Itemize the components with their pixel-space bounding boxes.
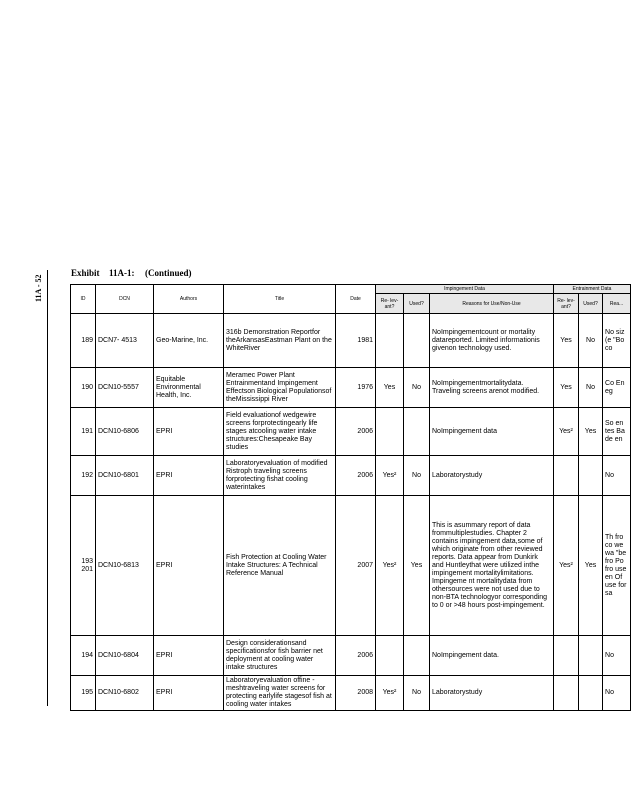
row-reasons: Laboratorystudy [430,456,554,496]
header-relevant-2: Re- lev-ant? [554,294,579,314]
header-id: ID [71,285,96,314]
row-used [404,408,430,456]
row-date: 2006 [336,636,376,676]
row-title: Design considerationsand specificationsfor fish barrier net deployment at cooling water intake structures [224,636,336,676]
row-relevant-2: Yes² [554,408,579,456]
row-reasons-2: No [603,676,631,711]
row-authors: EPRI [154,676,224,711]
row-authors: EPRI [154,496,224,636]
row-title: 316b Demonstration Reportfor theArkansasEastman Plant on the WhiteRiver [224,314,336,368]
row-reasons: NoImpingement data [430,408,554,456]
header-authors: Authors [154,285,224,314]
table-row [71,314,631,368]
row-authors: Equitable Environmental Health, Inc. [154,368,224,408]
row-id: 193 201 [71,496,96,636]
row-used: No [404,456,430,496]
row-reasons-2: No [603,456,631,496]
row-title: Laboratoryevaluation of modified Ristroph traveling screens forprotecting fishat cooling waterintakes [224,456,336,496]
row-reasons: NoImpingementcount or mortality datareported. Limited informationis givenon technology used. [430,314,554,368]
row-dcn: DCN10-6801 [96,456,154,496]
table-row [71,636,631,676]
header-used-2: Used? [579,294,603,314]
row-title: Field evaluationof wedgewire screens forprotectingearly life stages atcooling water intake structures:Chesapeake Bay studies [224,408,336,456]
row-dcn: DCN10-6804 [96,636,154,676]
row-relevant [376,314,404,368]
row-relevant-2 [554,636,579,676]
row-used-2 [579,456,603,496]
row-used-2 [579,636,603,676]
header-date: Date [336,285,376,314]
row-id: 192 [71,456,96,496]
row-title: Fish Protection at Cooling Water Intake Structures: A Technical Reference Manual [224,496,336,636]
row-used-2: Yes [579,496,603,636]
row-relevant: Yes² [376,496,404,636]
row-title: Laboratoryevaluation offine - meshtraveling water screens for protecting earlylife stagesof fish at cooling water intakes [224,676,336,711]
row-reasons-2: Th fro co we wa "be fro Po fro use en Of use for sa [603,496,631,636]
row-relevant [376,636,404,676]
row-dcn: DCN10-5557 [96,368,154,408]
row-authors: EPRI [154,408,224,456]
row-relevant-2 [554,676,579,711]
row-relevant-2: Yes² [554,496,579,636]
row-reasons: NoImpingement data. [430,636,554,676]
row-dcn: DCN10-6802 [96,676,154,711]
page-number-vertical: 11A - 52 [34,274,43,302]
row-date: 2008 [336,676,376,711]
row-reasons-2: No siz (e "Bo co [603,314,631,368]
exhibit-table [70,284,631,711]
row-used: No [404,368,430,408]
row-authors: EPRI [154,636,224,676]
row-title: Meramec Power Plant Entrainmentand Impingement Effectson Biological Populationsof theMississippi River [224,368,336,408]
header-relevant: Re- lev-ant? [376,294,404,314]
header-dcn: DCN [96,285,154,314]
row-reasons-2: So en tes Ba de en [603,408,631,456]
margin-rule [47,270,48,706]
row-relevant: Yes² [376,676,404,711]
row-authors: EPRI [154,456,224,496]
row-reasons-2: Co En eg [603,368,631,408]
row-id: 189 [71,314,96,368]
row-relevant [376,408,404,456]
header-group-impingement: Impingement Data [376,285,554,294]
row-id: 195 [71,676,96,711]
row-relevant-2: Yes [554,314,579,368]
row-reasons-2: No [603,636,631,676]
row-dcn: DCN10-6813 [96,496,154,636]
header-reasons: Reasons for Use/Non-Use [430,294,554,314]
header-group-entrainment: Entrainment Data [554,285,631,294]
row-date: 1976 [336,368,376,408]
row-used-2: No [579,368,603,408]
row-date: 2007 [336,496,376,636]
row-dcn: DCN10-6806 [96,408,154,456]
table-row [71,676,631,711]
row-date: 2006 [336,408,376,456]
row-reasons: Laboratorystudy [430,676,554,711]
row-used-2: No [579,314,603,368]
row-reasons: NoImpingementmortalitydata. Traveling screens arenot modified. [430,368,554,408]
row-reasons: This is asummary report of data frommultiplestudies. Chapter 2 contains impingement data,some of which originate from other reviewed reports. Data appear from Dunkirk and Huntleythat were utilized inthe impingement mortalitylimitations. Impingeme nt mortalitydata from othersources were not used due to non-BTA technologyor corresponding to 0 or >48 hours post-impingement. [430,496,554,636]
row-date: 2006 [336,456,376,496]
table-row [71,496,631,636]
table-row [71,408,631,456]
row-date: 1981 [336,314,376,368]
row-relevant: Yes [376,368,404,408]
exhibit-caption [71,268,192,278]
table-row [71,368,631,408]
row-id: 191 [71,408,96,456]
row-used-2: Yes [579,408,603,456]
row-used-2 [579,676,603,711]
row-relevant-2 [554,456,579,496]
row-used [404,636,430,676]
row-relevant-2: Yes [554,368,579,408]
header-used: Used? [404,294,430,314]
row-authors: Geo-Marine, Inc. [154,314,224,368]
exhibit-label: Exhibit [71,268,100,278]
table-row [71,456,631,496]
row-used [404,314,430,368]
row-id: 194 [71,636,96,676]
header-reasons-2: Rea... [603,294,631,314]
row-relevant: Yes² [376,456,404,496]
row-used: No [404,676,430,711]
row-used: Yes [404,496,430,636]
exhibit-status: (Continued) [145,268,192,278]
header-title: Title [224,285,336,314]
row-dcn: DCN7- 4513 [96,314,154,368]
exhibit-number: 11A-1: [109,268,135,278]
row-id: 190 [71,368,96,408]
